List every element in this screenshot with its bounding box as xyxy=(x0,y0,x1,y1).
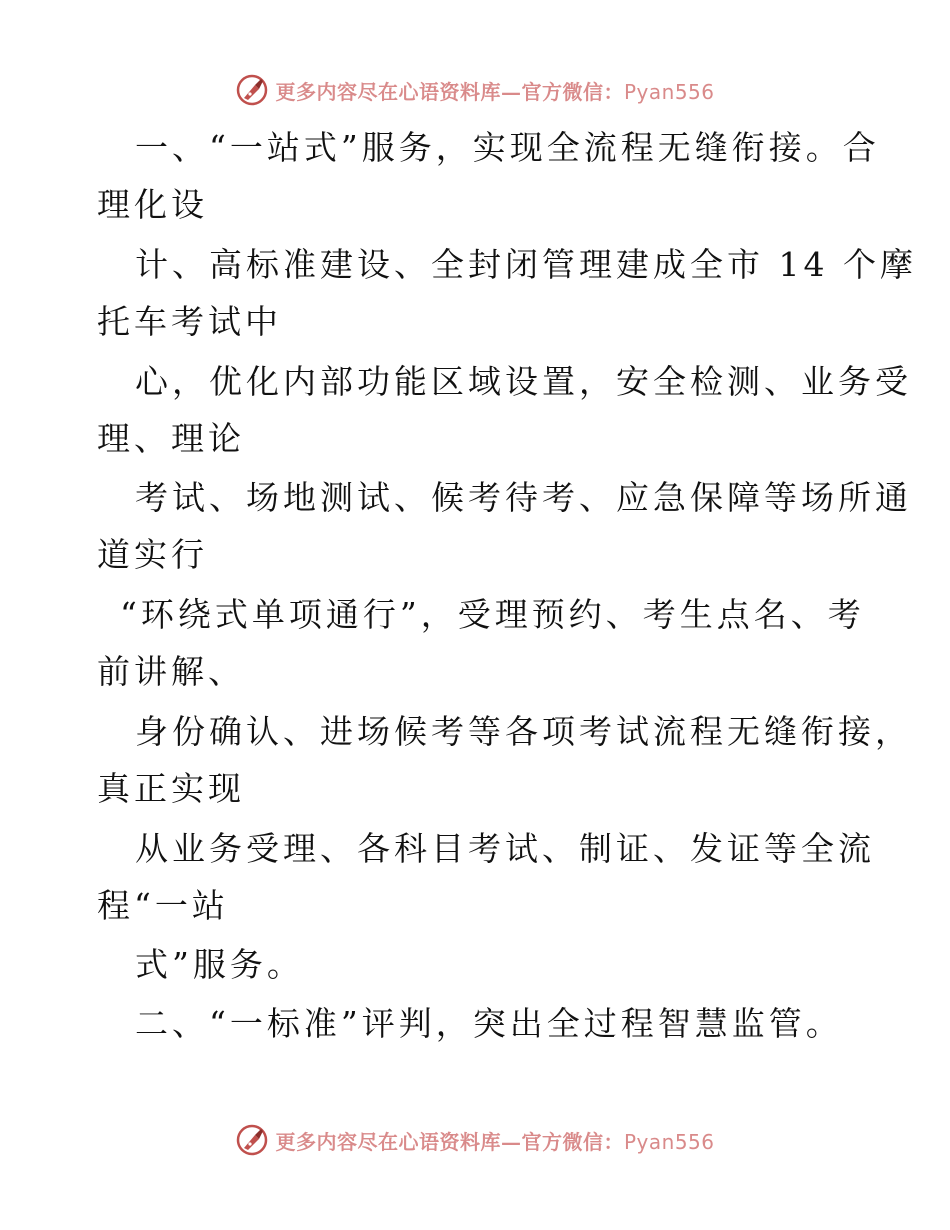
paragraph-line: 道实行 xyxy=(97,535,208,574)
watermark-dash: — xyxy=(500,79,522,104)
paragraph-line: 理化设 xyxy=(97,185,208,224)
paragraph-line: 计、高标准建设、全封闭管理建成全市 14 个摩 xyxy=(135,245,917,284)
paragraph-line: 一、“一站式”服务，实现全流程无缝衔接。合 xyxy=(135,128,880,167)
watermark-dash: — xyxy=(500,1129,522,1154)
watermark-id: Pyan556 xyxy=(623,79,715,104)
paragraph-line: 程“一站 xyxy=(97,886,229,925)
watermark-label: 官方微信： xyxy=(521,1129,624,1154)
watermark-id: Pyan556 xyxy=(623,1129,715,1154)
paragraph-line: 心，优化内部功能区域设置，安全检测、业务受 xyxy=(135,362,912,401)
watermark-label: 官方微信： xyxy=(521,79,624,104)
watermark-brand: 更多内容尽在心语资料库 xyxy=(275,79,501,104)
paragraph-line: 从业务受理、各科目考试、制证、发证等全流 xyxy=(135,829,875,868)
footer-watermark xyxy=(0,1120,950,1160)
watermark-brand: 更多内容尽在心语资料库 xyxy=(275,1129,501,1154)
paragraph-line: “环绕式单项通行”，受理预约、考生点名、考 xyxy=(120,595,865,634)
pen-nib-logo-icon xyxy=(235,73,269,107)
paragraph-line: 考试、场地测试、候考待考、应急保障等场所通 xyxy=(135,478,912,517)
paragraph-line: 身份确认、进场候考等各项考试流程无缝衔接， xyxy=(135,712,912,751)
paragraph-line: 式”服务。 xyxy=(135,945,304,984)
header-watermark xyxy=(0,70,950,110)
paragraph-line: 真正实现 xyxy=(97,769,245,808)
paragraph-line: 前讲解、 xyxy=(97,652,245,691)
paragraph-line: 托车考试中 xyxy=(97,302,282,341)
pen-nib-logo-icon xyxy=(235,1123,269,1157)
section-heading: 二、“一标准”评判，突出全过程智慧监管。 xyxy=(135,1004,843,1043)
paragraph-line: 理、理论 xyxy=(97,419,245,458)
